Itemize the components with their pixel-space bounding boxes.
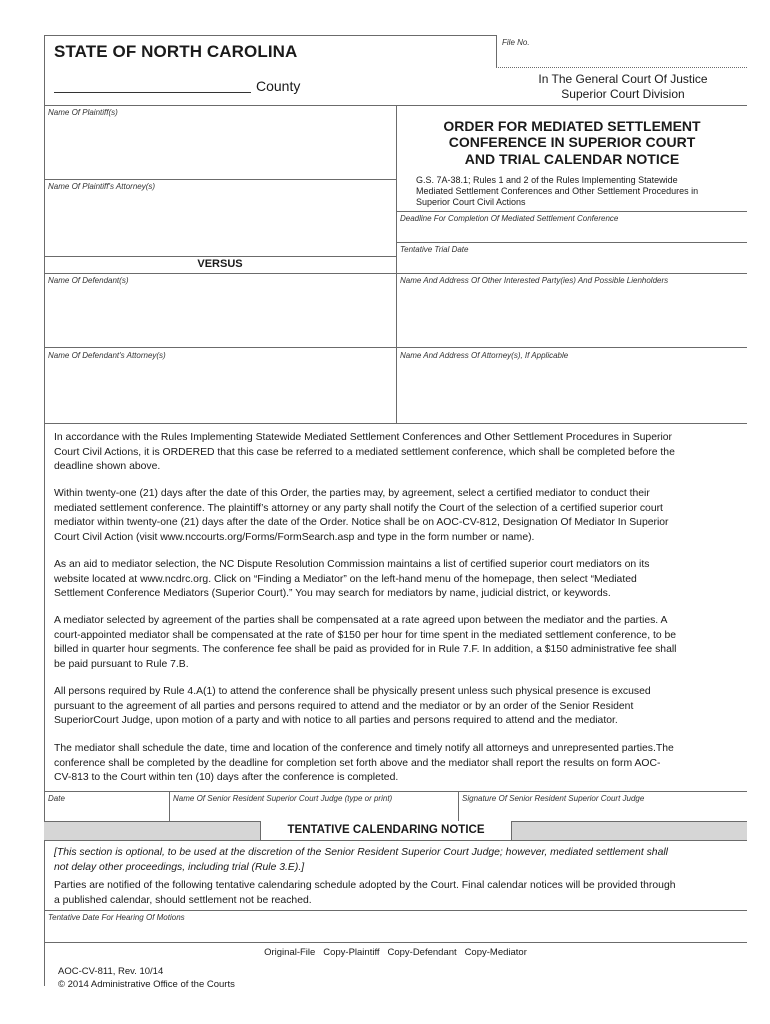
versus-top-rule [44, 256, 396, 257]
paragraph-commission-list [54, 558, 736, 602]
copyright: © 2014 Administrative Office of the Courts [58, 979, 235, 990]
trial-date-label: Tentative Trial Date [400, 245, 469, 254]
paragraph-scheduling [54, 742, 736, 786]
text-line: mediated settlement conference. The plaintiff’s attorney or any party shall notify the Court of the selection of a certified superior court [54, 502, 663, 514]
plaintiff-label: Name Of Plaintiff(s) [48, 108, 118, 117]
text-line: In accordance with the Rules Implementing Statewide Mediated Settlement Conferences and Other Settlement Procedures in Superior [54, 432, 672, 443]
defendant-attorney-input[interactable] [46, 361, 394, 421]
page-left-border [44, 35, 45, 986]
order-title-line-2: CONFERENCE IN SUPERIOR COURT [448, 134, 696, 150]
text-line: Parties are notified of the following tentative calendaring schedule adopted by the Court. Final calendar notices will be provided through [54, 880, 676, 891]
file-no-label: File No. [502, 38, 530, 47]
distribution-copies: Original-File Copy-Plaintiff Copy-Defendant Copy-Mediator [264, 947, 527, 958]
center-divider [396, 105, 397, 423]
plaintiff-attorney-input[interactable] [46, 192, 394, 254]
text-line: billed in quarter hour segments. The conference fee shall be paid as provided for in Rule 7.F. In addition, a $150 administrative fee shall [54, 644, 677, 656]
text-line: SuperiorCourt Judge, upon motion of a party and with notice to all parties and persons required to attend and the mediator. [54, 715, 618, 727]
versus-label: VERSUS [197, 258, 243, 270]
defendant-attorney-label: Name Of Defendant's Attorney(s) [48, 351, 166, 360]
judge-name-input[interactable] [171, 804, 456, 819]
calendar-band-rule [44, 840, 747, 841]
calendar-notice [54, 879, 736, 908]
form-id: AOC-CV-811, Rev. 10/14 [58, 966, 164, 977]
text-line: Within twenty-one (21) days after the date of this Order, the parties may, by agreement, select a certified mediator to conduct their [54, 488, 650, 499]
defendant-label: Name Of Defendant(s) [48, 276, 129, 285]
order-title-line-1: ORDER FOR MEDIATED SETTLEMENT [443, 118, 701, 134]
text-line: be paid pursuant to Rule 7.B. [54, 659, 189, 671]
county-label: County [256, 78, 301, 94]
deadline-rule [396, 211, 747, 212]
motions-date-label: Tentative Date For Hearing Of Motions [48, 913, 185, 922]
text-line: Settlement Conference Mediators (Superior Court).” You may search for mediators by name, judicial district, or keywords. [54, 588, 611, 600]
deadline-input[interactable] [398, 224, 746, 240]
defendant-attorney-rule [44, 347, 747, 348]
text-line: Court Civil Actions, it is ORDERED that this case be referred to a mediated settlement conference, which shall be completed before the [54, 446, 675, 458]
motions-date-input[interactable] [46, 923, 746, 940]
date-input[interactable] [46, 804, 167, 819]
text-line: As an aid to mediator selection, the NC Dispute Resolution Commission maintains a list of certified superior court mediators on its [54, 559, 650, 570]
top-border [44, 35, 496, 36]
statute-line-2: Mediated Settlement Conferences and Other Settlement Procedures in [416, 186, 699, 196]
motions-top-rule [44, 910, 747, 911]
statute-line-1: G.S. 7A-38.1; Rules 1 and 2 of the Rules Implementing Statewide [416, 175, 678, 185]
text-line: deadline shown above. [54, 461, 161, 473]
attorneys-label: Name And Address Of Attorney(s), If Applicable [400, 351, 569, 360]
file-no-underline [496, 67, 747, 68]
paragraph-mediator-selection [54, 487, 736, 546]
state-title: STATE OF NORTH CAROLINA [54, 42, 298, 61]
signature-divider-1 [169, 791, 170, 821]
court-line-1: In The General Court Of Justice [538, 72, 708, 86]
county-field[interactable] [54, 92, 251, 93]
file-no-divider [496, 35, 497, 68]
order-title-line-3: AND TRIAL CALENDAR NOTICE [464, 151, 680, 167]
text-line: not delay other proceedings, including trial (Rule 3.E).] [54, 861, 305, 873]
text-line: website located at www.ncdrc.org. Click on “Finding a Mediator” on the left-hand menu of the homepage, then select “Mediated [54, 573, 637, 585]
paragraph-compensation [54, 614, 736, 673]
text-line: Court Civil Action (visit www.nccourts.org/Forms/FormSearch.asp and type in the form number or name). [54, 532, 535, 544]
other-parties-input[interactable] [398, 286, 746, 344]
text-line: The mediator shall schedule the date, time and location of the conference and timely notify all attorneys and unrepresented parties.The [54, 743, 674, 754]
paragraph-attendance [54, 685, 736, 729]
text-line: pursuant to the agreement of all parties and persons required to attend and the mediator or by an order of the Senior Resident [54, 700, 634, 712]
defendant-input[interactable] [46, 286, 394, 344]
judge-name-label: Name Of Senior Resident Superior Court Judge (type or print) [173, 794, 393, 803]
text-line: All persons required by Rule 4.A(1) to attend the conference shall be physically present unless such physical presence is excused [54, 686, 651, 697]
judge-signature-input[interactable] [460, 804, 745, 819]
trial-date-input[interactable] [398, 255, 746, 271]
plaintiff-attorney-rule [44, 179, 396, 180]
deadline-label: Deadline For Completion Of Mediated Settlement Conference [400, 214, 619, 223]
text-line: [This section is optional, to be used at the discretion of the Senior Resident Superior Court Judge; however, mediated settlement shall [54, 847, 668, 858]
calendar-italic-note [54, 846, 736, 875]
trial-date-rule [396, 242, 747, 243]
court-line-2: Superior Court Division [561, 87, 685, 101]
calendar-heading [260, 821, 512, 840]
date-label: Date [48, 794, 65, 803]
other-parties-label: Name And Address Of Other Interested Party(ies) And Possible Lienholders [400, 276, 669, 285]
text-line: mediator within twenty-one (21) days after the date of the Order. Notice shall be on AOC-CV-812, Designation Of Mediator In Superior [54, 517, 669, 529]
text-line: A mediator selected by agreement of the parties shall be compensated at a rate agreed upon between the mediator and the parties. A [54, 615, 668, 626]
plaintiff-input[interactable] [46, 118, 394, 176]
judge-signature-label: Signature Of Senior Resident Superior Court Judge [462, 794, 645, 803]
text-line: CV-813 to the Court within ten (10) days after the conference is completed. [54, 772, 399, 784]
statute-line-3: Superior Court Civil Actions [416, 197, 526, 207]
parties-bottom-rule [44, 423, 747, 424]
versus-bottom-rule [44, 273, 747, 274]
calendar-heading-text: TENTATIVE CALENDARING NOTICE [287, 824, 485, 836]
signature-divider-2 [458, 791, 459, 821]
motions-bottom-rule [44, 942, 747, 943]
text-line: a published calendar, should settlement not be reached. [54, 894, 312, 906]
signature-top-rule [44, 791, 747, 792]
paragraph-referral [54, 431, 736, 475]
attorneys-input[interactable] [398, 361, 746, 421]
text-line: court-appointed mediator shall be compensated at the rate of $150 per hour for time spent in the mediated settlement conference, to be [54, 629, 677, 641]
plaintiff-attorney-label: Name Of Plaintiff's Attorney(s) [48, 182, 156, 191]
text-line: conference shall be completed by the deadline for completion set forth above and the mediator shall report the results on form AOC- [54, 757, 661, 769]
